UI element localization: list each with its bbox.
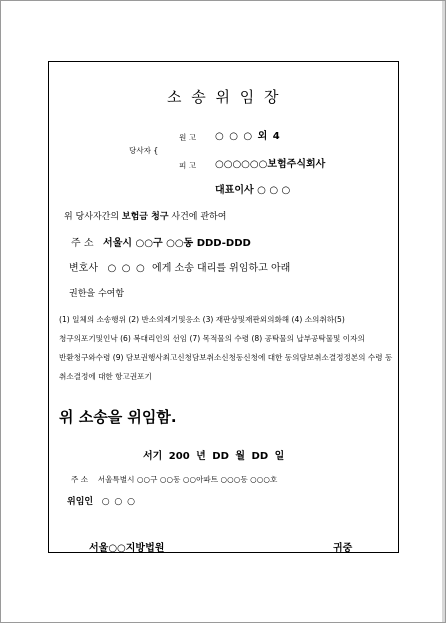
date-line: 서기 200 년 DD 월 DD 일 [143,451,285,462]
delegator-label: 위임인 [67,497,94,507]
address-label: 주 소 [71,238,94,249]
case-claim: 보험금 청구 [121,212,169,222]
defendant-label: 피 고 [179,161,197,170]
court-suffix: 귀중 [333,543,353,554]
court-name: 서울○○지방법원 [89,543,165,554]
address2-line [71,474,277,485]
plaintiff-value: ○ ○ ○ 외 4 [215,131,281,142]
plaintiff-label: 원 고 [179,133,197,142]
delegator-line [67,494,136,507]
lawyer-text: 에게 소송 대리를 위임하고 아래 [152,263,291,274]
defendant-value: ○○○○○○보험주식회사 [215,159,326,170]
parties-label: 당사자 { [129,146,159,155]
powers-paragraph: (1) 일체의 소송행위 (2) 반소의제기및응소 (3) 재판상및재판외의화해 (4) 소의취하(5) 청구의포기및인낙 (6) 복대리인의 선임 (7) 목적물의 수령 (8) 공탁물의 납부공탁물및 이자의 반환청구와수령 (9) 담보권행사최고신청담보취소신청동신청에 대한 동의담보취소결정정본의 수령 동 취소결정에 대한 항고권포기 [59,315,393,381]
case-prefix: 위 당사자간의 [64,212,120,222]
lawyer-name: ○ ○ ○ [107,263,146,274]
lawyer-label: 변호사 [69,263,98,274]
document-page [48,61,399,553]
document-title: 소 송 위 임 장 [167,88,280,106]
delegator-name: ○ ○ ○ [101,497,136,507]
representative: 대표이사 ○ ○ ○ [215,185,291,196]
address-line [71,234,251,249]
case-line [64,209,226,222]
vertical-scrollbar[interactable] [442,1,445,622]
case-suffix: 사건에 관하여 [171,212,227,222]
address2-label: 주 소 [71,475,89,484]
address-value: 서울시 ○○구 ○○동 DDD-DDD [103,238,251,249]
delegation-statement: 위 소송을 위임함. [59,408,177,426]
address2-value: 서울특별시 ○○구 ○○동 ○○아파트 ○○○동 ○○○호 [97,475,278,484]
lawyer-line [69,259,290,274]
authority-text: 권한을 수여함 [69,289,125,299]
